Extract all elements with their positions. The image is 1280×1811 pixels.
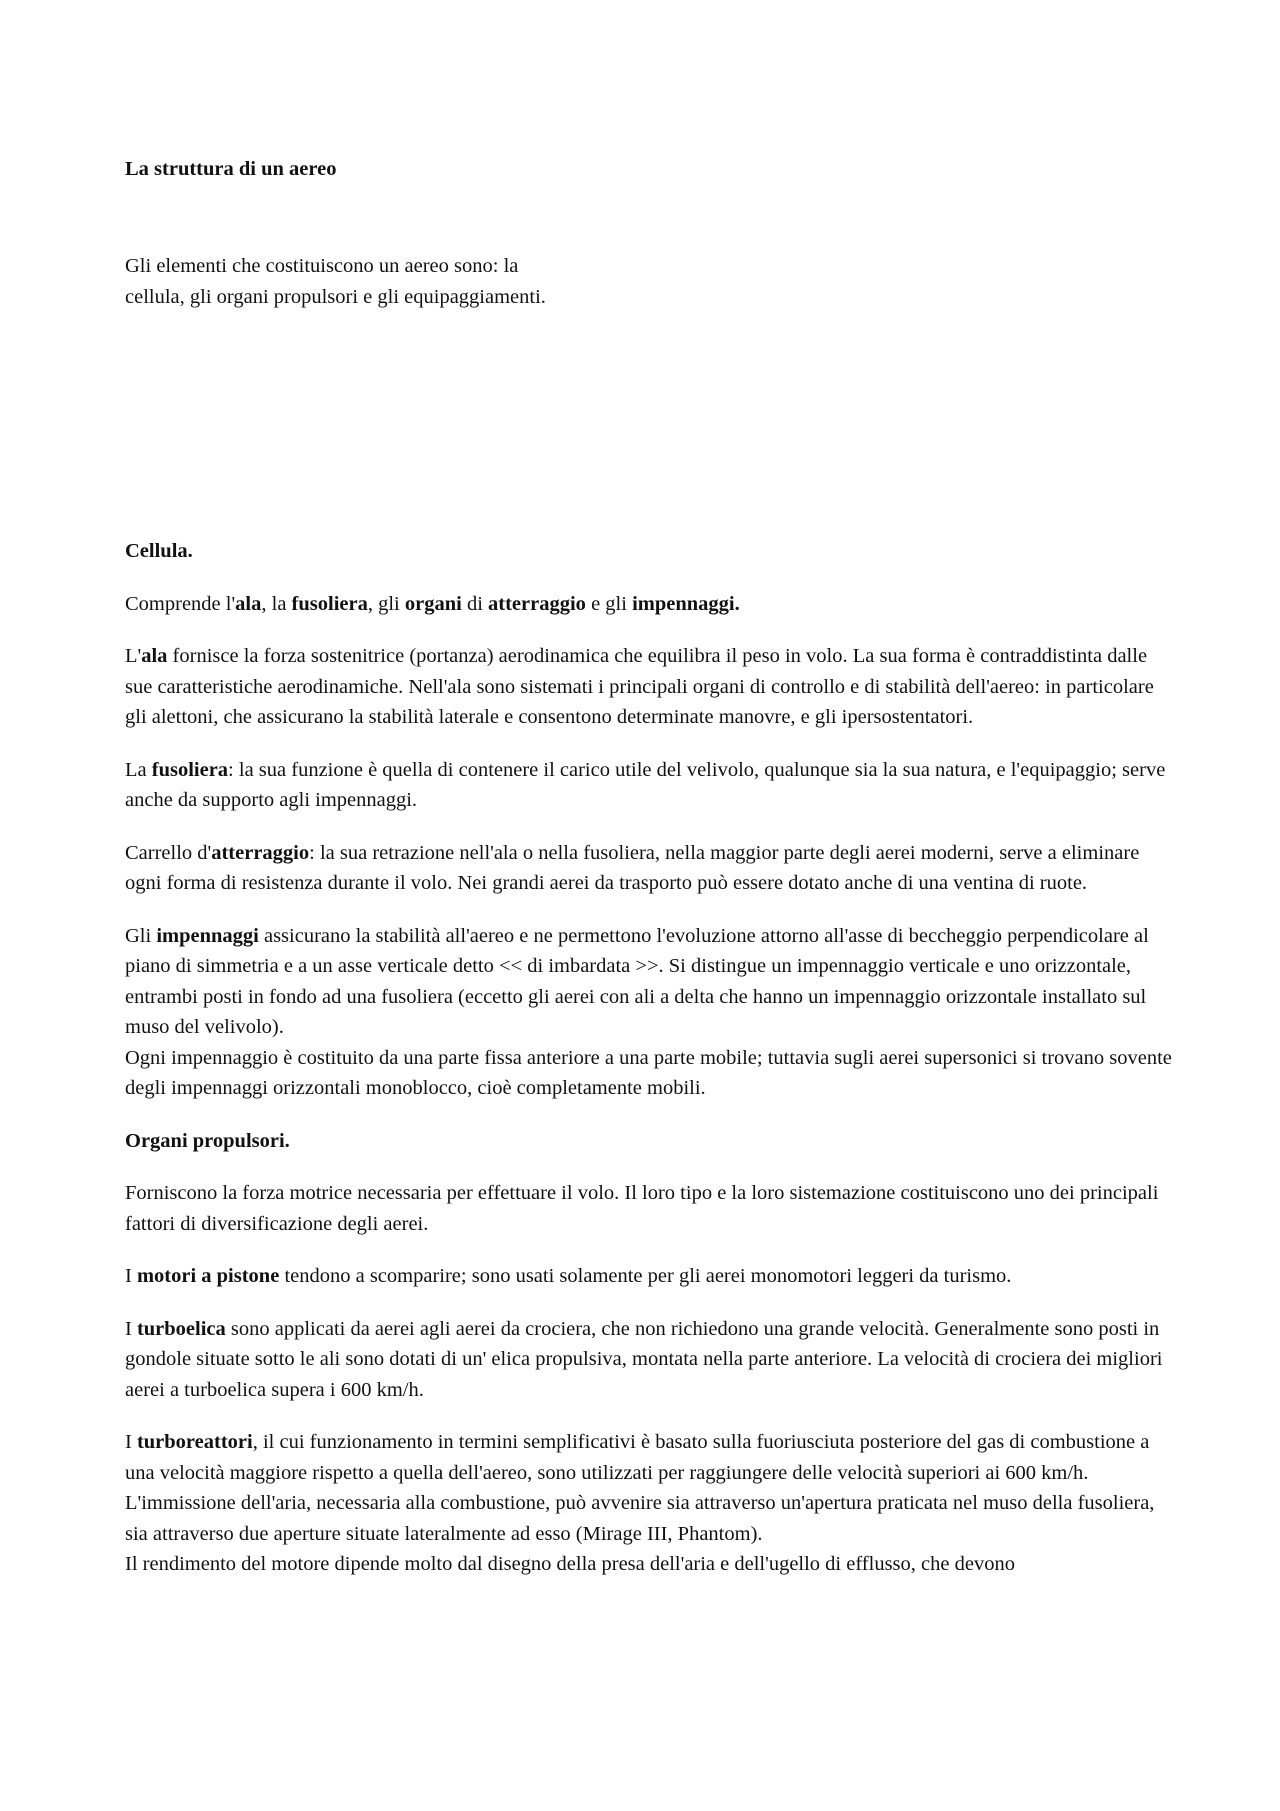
term-impennaggi: impennaggi. — [632, 592, 740, 615]
paragraph-turboreattori — [125, 1427, 1175, 1580]
text: I — [125, 1317, 137, 1340]
term-turboelica: turboelica — [136, 1317, 226, 1340]
text: assicurano la stabilità all'aereo e ne permettono l'evoluzione attorno all'asse di beccheggio perpendicolare al piano di simmetria e a un asse verticale detto << di imbardata >>. Si distingue un impennaggio verticale e uno orizzontale, entrambi posti in fondo ad una fusoliera (eccetto gli aerei con ali a delta che hanno un impennaggio orizzontale installato sul muso del velivolo). — [125, 924, 1149, 1038]
term-ala: ala — [141, 645, 168, 667]
term-ala: ala — [235, 592, 262, 615]
intro-line-1: Gli elementi che costituiscono un aereo sono: la — [125, 255, 519, 277]
text: Carrello d' — [125, 841, 212, 864]
term-organi: organi — [404, 592, 462, 615]
text: fornisce la forza sostenitrice (portanza) aerodinamica che equilibra il peso in volo. La sua forma è contraddistinta dalle sue caratteristiche aerodinamiche. Nell'ala sono sistemati i principali organi di controllo e di stabilità dell'aereo: in particolare gli alettoni, che assicurano la stabilità laterale e consentono determinate manovre, e gli ipersostentatori. — [125, 645, 1154, 728]
text: tendono a scomparire; sono usati solamente per gli aerei monomotori leggeri da turismo. — [279, 1265, 1012, 1287]
text: I — [125, 1431, 137, 1453]
paragraph-impennaggi — [125, 921, 1175, 1104]
text: e gli — [585, 592, 633, 615]
term-fusoliera: fusoliera — [151, 758, 229, 781]
text: di — [461, 592, 489, 615]
document-page — [125, 154, 1175, 1580]
section-heading-propulsori: Organi propulsori. — [125, 1129, 290, 1152]
term-impennaggi: impennaggi — [156, 924, 259, 947]
term-fusoliera: fusoliera — [291, 592, 368, 615]
term-turboreattori: turboreattori — [136, 1431, 253, 1453]
paragraph-ala — [125, 641, 1175, 733]
intro-paragraph — [125, 251, 1175, 312]
text: Comprende l' — [125, 592, 236, 615]
text: , la — [261, 592, 292, 615]
text: : la sua retrazione nell'ala o nella fusoliera, nella maggior parte degli aerei moderni, serve a eliminare ogni forma di resistenza durante il volo. Nei grandi aerei da trasporto può essere dotato anche di una ventina di ruote. — [125, 841, 1140, 894]
text: La — [125, 758, 152, 781]
text: Gli — [125, 924, 157, 947]
text: Ogni impennaggio è costituito da una parte fissa anteriore a una parte mobile; tuttavia sugli aerei supersonici si trovano sovente degli impennaggi orizzontali monoblocco, cioè completamente mobili. — [125, 1046, 1172, 1099]
text: : la sua funzione è quella di contenere il carico utile del velivolo, qualunque sia la sua natura, e l'equipaggio; serve anche da supporto agli impennaggi. — [125, 758, 1166, 811]
term-motori-a-pistone: motori a pistone — [136, 1265, 280, 1287]
intro-line-2: cellula, gli organi propulsori e gli equipaggiamenti. — [125, 285, 546, 308]
paragraph-comprende — [125, 589, 1175, 620]
section-heading-cellula: Cellula. — [125, 540, 193, 562]
text: L' — [125, 645, 142, 667]
term-atterraggio: atterraggio — [488, 592, 586, 615]
text: sono applicati da aerei agli aerei da crociera, che non richiedono una grande velocità. Generalmente sono posti in gondole situate sotto le ali sono dotati di un' elica propulsiva, montata nella parte anteriore. La velocità di crociera dei migliori aerei a turboelica supera i 600 km/h. — [125, 1317, 1163, 1401]
paragraph-fusoliera — [125, 755, 1175, 816]
text: L'immissione dell'aria, necessaria alla combustione, può avvenire sia attraverso un'apertura praticata nel muso della fusoliera, sia attraverso due aperture situate lateralmente ad esso (Mirage III, Phantom). — [125, 1492, 1155, 1545]
text: , gli — [367, 592, 405, 615]
paragraph-turboelica — [125, 1314, 1175, 1406]
text: Il rendimento del motore dipende molto dal disegno della presa dell'aria e dell'ugello di efflusso, che devono — [125, 1553, 1015, 1575]
paragraph-propulsori-intro: Forniscono la forza motrice necessaria per effettuare il volo. Il loro tipo e la loro sistemazione costituiscono uno dei principali fattori di diversificazione degli aerei. — [125, 1182, 1159, 1235]
document-title: La struttura di un aereo — [125, 158, 337, 180]
paragraph-pistone — [125, 1261, 1175, 1292]
term-atterraggio: atterraggio — [211, 841, 310, 864]
text: I — [125, 1265, 137, 1287]
paragraph-carrello — [125, 838, 1175, 899]
text: , il cui funzionamento in termini semplificativi è basato sulla fuoriusciuta posteriore del gas di combustione a una velocità maggiore rispetto a quella dell'aereo, sono utilizzati per raggiungere delle velocità superiori ai 600 km/h. — [125, 1431, 1150, 1484]
